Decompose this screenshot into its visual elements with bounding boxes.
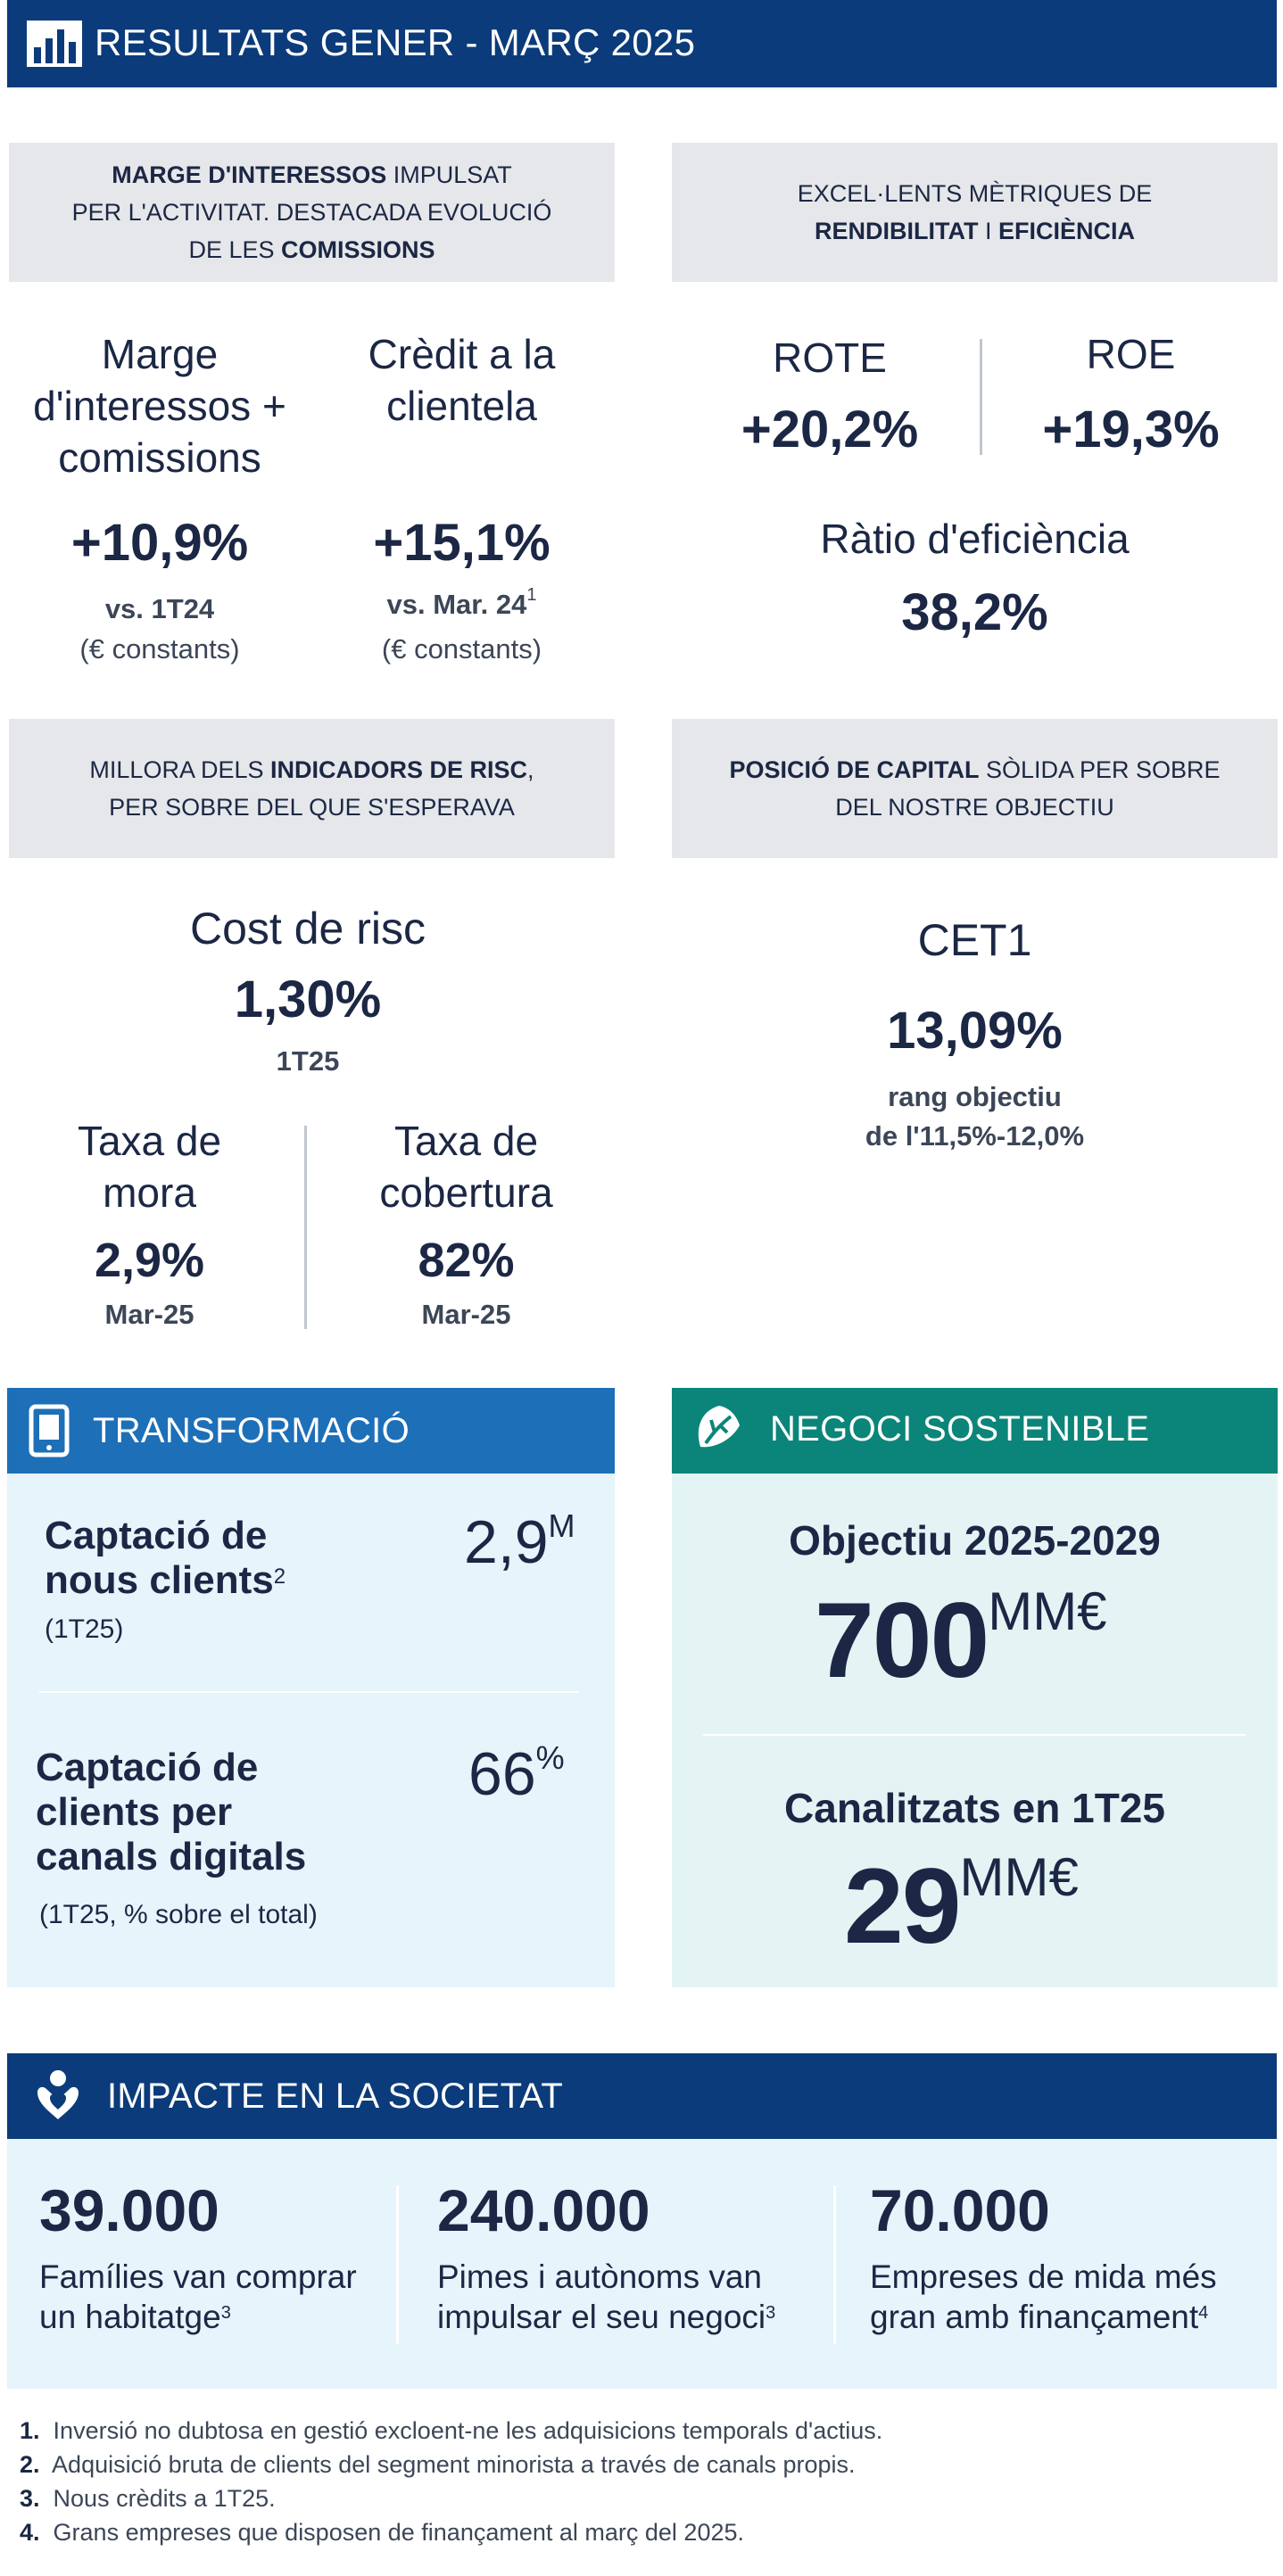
kpi-label: d'interessos + xyxy=(33,383,286,429)
kpi-cet1-label: CET1 xyxy=(917,915,1032,965)
digital-clients-value xyxy=(468,1739,565,1809)
kpi-cet1-value: 13,09% xyxy=(887,1002,1063,1060)
kpi-coverage-value: 82% xyxy=(418,1234,515,1287)
sustainable-title: NEGOCI SOSTENIBLE xyxy=(770,1409,1150,1449)
kpi-label: Crèdit a la xyxy=(368,331,556,377)
society-text: Empreses de mida més xyxy=(870,2258,1217,2295)
kpi-efficiency-label: Ràtio d'eficiència xyxy=(820,516,1130,562)
kpi-npl-value: 2,9% xyxy=(94,1234,205,1287)
footnote-ref: 3 xyxy=(766,2303,776,2323)
divider xyxy=(304,1126,307,1329)
society-text: un habitatge xyxy=(39,2299,221,2335)
sustainable-target-label: Objectiu 2025-2029 xyxy=(789,1517,1161,1564)
kpi-income-note2: (€ constants) xyxy=(79,633,240,665)
banner-capital xyxy=(672,719,1278,858)
society-value: 240.000 xyxy=(437,2177,650,2243)
kpi-cost-risk-label: Cost de risc xyxy=(190,904,426,954)
digital-clients-period: (1T25, % sobre el total) xyxy=(39,1900,318,1929)
metric-value: 66 xyxy=(468,1740,536,1808)
kpi-npl xyxy=(0,1115,299,1218)
metric-label: Captació de xyxy=(45,1514,268,1557)
metric-label: canals digitals xyxy=(36,1835,307,1878)
metric-unit: MM€ xyxy=(959,1847,1079,1907)
metric-label: Captació de xyxy=(36,1746,259,1789)
society-value: 39.000 xyxy=(39,2177,219,2243)
society-value: 70.000 xyxy=(870,2177,1050,2243)
kpi-credit-note-text: vs. Mar. 24 xyxy=(386,589,527,620)
metric-value: 2,9 xyxy=(464,1508,549,1576)
metric-label: clients per xyxy=(36,1790,233,1834)
footnote-ref: 4 xyxy=(1198,2303,1209,2323)
footnote-ref: 3 xyxy=(220,2303,231,2323)
society-item xyxy=(39,2176,387,2337)
kpi-label: clientela xyxy=(386,383,537,429)
society-text: gran amb finançament xyxy=(870,2299,1199,2335)
transformation-title: TRANSFORMACIÓ xyxy=(93,1411,410,1450)
bar-chart-icon xyxy=(27,21,82,67)
footnote-number: 2. xyxy=(20,2451,40,2478)
sustainable-channelled-label: Canalitzats en 1T25 xyxy=(784,1785,1165,1831)
kpi-roe-label: ROE xyxy=(1086,331,1176,377)
heart-people-icon xyxy=(30,2068,86,2123)
divider xyxy=(396,2185,399,2344)
divider xyxy=(703,1734,1246,1736)
banner-text: EXCEL·LENTS MÈTRIQUES DE xyxy=(797,180,1153,207)
footnote-text: Grans empreses que disposen de finançament al març del 2025. xyxy=(53,2519,744,2546)
banner-text: SÒLIDA PER SOBRE xyxy=(979,756,1221,783)
banner-interest-margin xyxy=(9,143,615,282)
kpi-coverage-note: Mar-25 xyxy=(421,1299,511,1330)
kpi-credit-value: +15,1% xyxy=(373,514,550,572)
metric-value: 700 xyxy=(815,1581,989,1700)
footnote-number: 4. xyxy=(20,2519,40,2546)
banner-text: PER SOBRE DEL QUE S'ESPERAVA xyxy=(109,794,515,821)
banner-profitability xyxy=(672,143,1278,282)
society-title: IMPACTE EN LA SOCIETAT xyxy=(107,2076,564,2116)
society-header xyxy=(7,2053,1277,2139)
sustainable-target-value xyxy=(815,1579,1107,1702)
metric-unit: M xyxy=(548,1507,575,1544)
metric-unit: MM€ xyxy=(988,1581,1107,1641)
metric-unit: % xyxy=(535,1739,565,1776)
footnote-text: Inversió no dubtosa en gestió excloent-ne les adquisicions temporals d'actius. xyxy=(53,2417,883,2444)
metric-label: nous clients xyxy=(45,1558,274,1602)
society-item xyxy=(437,2176,830,2337)
banner-text: IMPULSAT xyxy=(386,161,512,188)
banner-bold: MARGE D'INTERESSOS xyxy=(112,161,387,188)
sustainable-channelled-value xyxy=(844,1845,1079,1968)
kpi-credit-note2: (€ constants) xyxy=(381,633,542,665)
kpi-label: Taxa de xyxy=(77,1118,222,1164)
banner-risk xyxy=(9,719,615,858)
society-text: impulsar el seu negoci xyxy=(437,2299,766,2335)
new-clients-value xyxy=(464,1507,575,1577)
new-clients-period: (1T25) xyxy=(45,1614,124,1644)
banner-text: MILLORA DELS xyxy=(89,756,271,783)
kpi-coverage xyxy=(317,1115,616,1218)
banner-text: DEL NOSTRE OBJECTIU xyxy=(835,794,1114,821)
banner-bold: COMISSIONS xyxy=(281,236,435,263)
kpi-income xyxy=(0,328,319,483)
page-header xyxy=(7,0,1277,87)
footnote xyxy=(20,2417,882,2445)
kpi-income-note: vs. 1T24 xyxy=(104,593,215,624)
kpi-cost-risk-value: 1,30% xyxy=(234,970,382,1028)
footnote-ref: 2 xyxy=(273,1565,286,1589)
footnote-text: Nous crèdits a 1T25. xyxy=(53,2485,276,2512)
kpi-income-value: +10,9% xyxy=(70,514,249,572)
banner-text: PER L'ACTIVITAT. DESTACADA EVOLUCIÓ xyxy=(71,199,552,226)
footnote-number: 1. xyxy=(20,2417,40,2444)
kpi-efficiency-value: 38,2% xyxy=(901,583,1048,641)
divider xyxy=(39,1691,579,1693)
kpi-label: Taxa de xyxy=(393,1118,539,1164)
footnote xyxy=(20,2451,856,2479)
footnote-number: 3. xyxy=(20,2485,40,2512)
kpi-label: Marge xyxy=(101,331,219,377)
society-text: Famílies van comprar xyxy=(39,2258,357,2295)
banner-text: I xyxy=(978,218,998,244)
page-title: RESULTATS GENER - MARÇ 2025 xyxy=(95,21,696,63)
kpi-cet1-note2: de l'11,5%-12,0% xyxy=(865,1120,1085,1152)
sustainable-header xyxy=(672,1388,1278,1474)
kpi-cet1-note: rang objectiu xyxy=(888,1081,1062,1112)
kpi-label: comissions xyxy=(58,434,261,481)
transformation-header xyxy=(7,1388,615,1474)
society-text: Pimes i autònoms van xyxy=(437,2258,763,2295)
banner-bold: EFICIÈNCIA xyxy=(997,218,1135,244)
banner-bold: POSICIÓ DE CAPITAL xyxy=(729,756,980,783)
leaf-icon xyxy=(691,1402,747,1457)
kpi-roe-value: +19,3% xyxy=(1042,400,1220,458)
footnote-ref: 1 xyxy=(526,585,537,605)
divider xyxy=(833,2185,836,2344)
kpi-rote-label: ROTE xyxy=(773,334,887,381)
footnote-text: Adquisició bruta de clients del segment minorista a través de canals propis. xyxy=(52,2451,856,2478)
kpi-label: cobertura xyxy=(379,1169,553,1216)
new-clients-label xyxy=(45,1514,339,1603)
kpi-npl-note: Mar-25 xyxy=(104,1299,195,1330)
kpi-credit-note xyxy=(308,585,616,621)
kpi-label: mora xyxy=(103,1169,196,1216)
banner-bold: INDICADORS DE RISC xyxy=(270,756,528,783)
tablet-icon xyxy=(29,1404,70,1457)
kpi-cost-risk-note: 1T25 xyxy=(276,1045,340,1077)
kpi-credit xyxy=(308,328,616,432)
banner-text: DE LES xyxy=(188,236,281,263)
kpi-rote-value: +20,2% xyxy=(741,400,919,458)
banner-bold: RENDIBILITAT xyxy=(814,218,979,244)
footnote xyxy=(20,2485,276,2513)
society-item xyxy=(870,2176,1262,2337)
banner-text: , xyxy=(527,756,534,783)
metric-value: 29 xyxy=(844,1846,960,1966)
digital-clients-label xyxy=(36,1746,339,1879)
footnote xyxy=(20,2519,744,2547)
